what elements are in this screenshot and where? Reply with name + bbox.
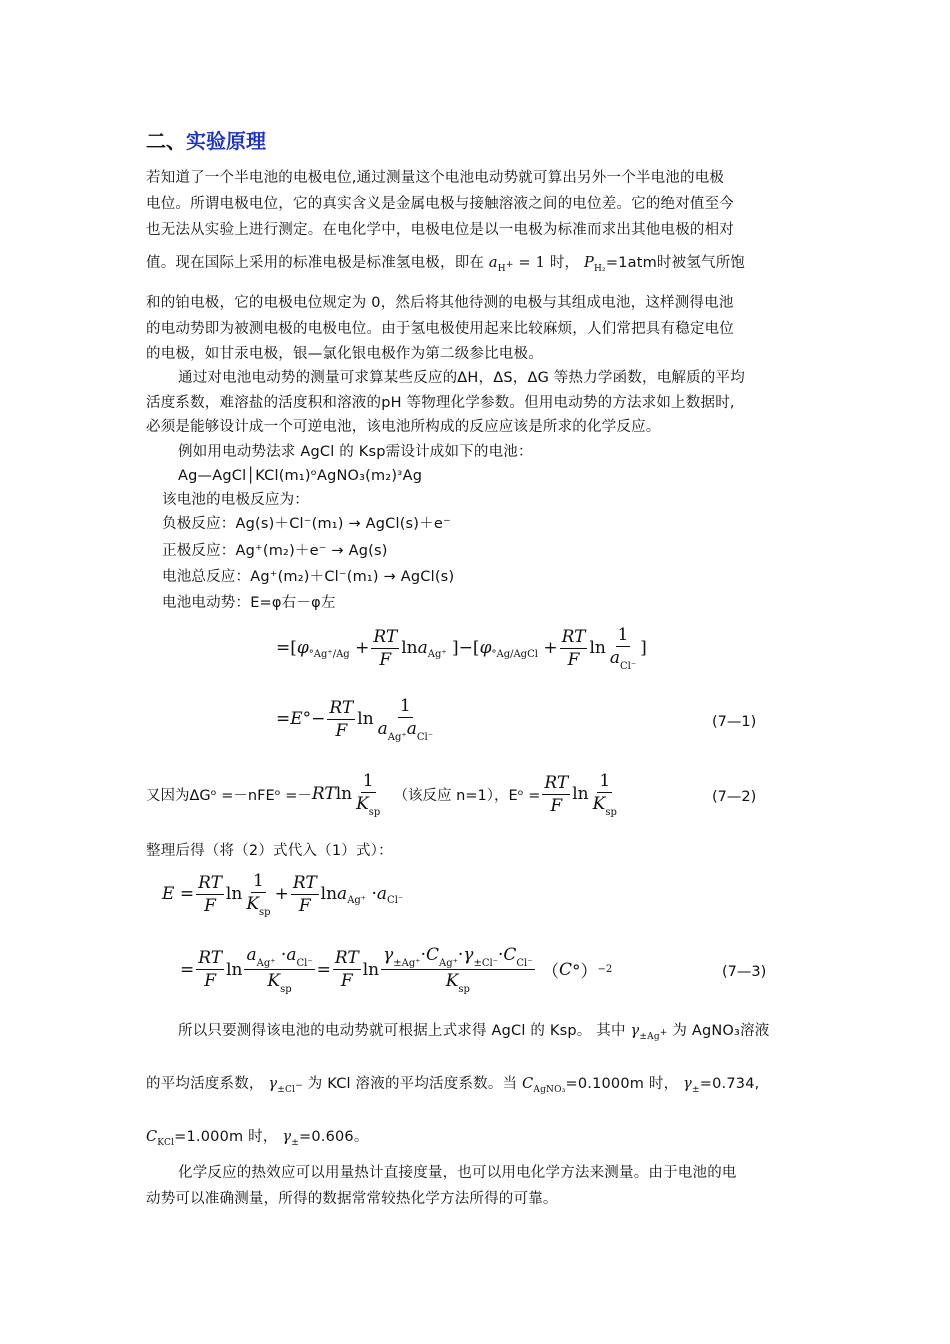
p1-line4	[146, 253, 745, 273]
p1-line3: 也无法从实验上进行测定。在电化学中，电极电位是以一电极为标准而求出其他电极的相对	[146, 222, 734, 238]
total-reaction: 电池总反应：Ag⁺(m₂)＋Cl⁻(m₁) → AgCl(s)	[162, 569, 455, 585]
negative-reaction: 负极反应：Ag(s)＋Cl⁻(m₁) → AgCl(s)＋e⁻	[162, 516, 451, 532]
p2-line2: 活度系数，难溶盐的活度积和溶液的pH 等物理化学参数。但用电动势的方法求如上数据时,	[146, 395, 735, 411]
p5-line3-a: =1.000m 时，	[174, 1129, 278, 1145]
symbol-gamma-ag: $\gamma_{\pm Ag^+}$	[630, 1023, 668, 1042]
emf-definition: 电池电动势：E=φ右－φ左	[162, 595, 336, 611]
p1-line6: 的电动势即为被测电极的电极电位。由于氢电极使用起来比较麻烦，人们常把具有稳定电位	[146, 321, 734, 337]
p6-line2: 动势可以准确测量，所得的数据常常较热化学方法所得的可靠。	[146, 1191, 558, 1207]
equation-number-7-1: (7—1)	[712, 714, 757, 730]
p1-line4-a: 值。现在国际上采用的标准电极是标准氢电极，即在	[146, 255, 485, 271]
p5-line3	[146, 1127, 369, 1147]
section-number: 二、	[146, 129, 186, 153]
cell-notation: Ag—AgCl│KCl(m₁)ᵒAgNO₃(m₂)ᵌAg	[178, 468, 423, 484]
positive-reaction: 正极反应：Ag⁺(m₂)＋e⁻ → Ag(s)	[162, 543, 388, 559]
reaction-intro: 该电池的电极反应为：	[162, 492, 309, 508]
p2-line1: 通过对电池电动势的测量可求算某些反应的ΔH，ΔS，ΔG 等热力学函数，电解质的平均	[178, 370, 745, 386]
p5-line3-b: =0.606。	[299, 1129, 369, 1145]
p5-line2-c: =0.1000m 时，	[565, 1076, 679, 1092]
p6-line1: 化学反应的热效应可以用量热计直接度量，也可以用电化学方法来测量。由于电池的电	[178, 1165, 737, 1181]
p5-line2-b: 为 KCl 溶液的平均活度系数。当	[307, 1076, 518, 1092]
p5-line2-d: =0.734,	[699, 1076, 760, 1092]
equation-e-expansion: E = $\frac{RT}{F}$ ln $\frac{1}{K_{sp}}$ + $\frac{RT}{F}$ ln a Ag⁺ · a Cl⁻	[162, 871, 404, 918]
substitution-note: 整理后得（将（2）式代入（1）式）：	[146, 843, 393, 859]
symbol-c-kcl: $C_{KCl}$	[146, 1129, 175, 1148]
equation-7-2: 又因为ΔGᵒ =－nFEᵒ =－ RT ln $\frac{1}{K_{sp}}$ （该反应 n=1），Eᵒ = $\frac{RT}{F}$ ln $\frac{1}{K_{sp}}$	[146, 771, 617, 818]
formula-aH: $a_{H^+} = 1$	[488, 255, 545, 274]
equation-number-7-2: (7—2)	[712, 789, 757, 805]
equation-number-7-3: (7—3)	[722, 964, 767, 980]
p3-line1: 例如用电动势法求 AgCl 的 Ksp需设计成如下的电池：	[178, 444, 533, 460]
p5-line2-a: 的平均活度系数，	[146, 1076, 264, 1092]
equation-7-3: = $\frac{RT}{F}$ ln $\frac{a_{Ag^+} \cdot a_{Cl^-}}{K_{sp}}$ = $\frac{RT}{F}$ ln $\frac{\gamma_{\pm Ag^+}\cdot C_{Ag^+}\cdot\gamma_{\pm Cl^-}\cdot C_{Cl^-}}{K_{sp}}$ （ C °） −2	[180, 945, 613, 995]
section-title: 实验原理	[186, 129, 266, 153]
p1-line2: 电位。所谓电极电位，它的真实含义是金属电极与接触溶液之间的电位差。它的绝对值至今	[146, 196, 734, 212]
symbol-gamma-cl: $\gamma_{\pm Cl^-}$	[268, 1076, 303, 1095]
equation-emf-expansion: =[ φ °Ag⁺/Ag + $\frac{RT}{F}$ ln a Ag⁺ ]−[ φ °Ag/AgCl + $\frac{RT}{F}$ ln $\frac{1}{a_{Cl^-}}$ ]	[276, 625, 647, 672]
eq2-lead: 又因为ΔGᵒ =－nFEᵒ =－	[146, 787, 312, 804]
equation-7-1: = E °− $\frac{RT}{F}$ ln $\frac{1}{a_{Ag^+}a_{Cl^-}}$	[276, 696, 433, 743]
p5-line1-b: 为 AgNO₃溶液	[672, 1023, 770, 1039]
p1-line5: 和的铂电极，它的电极电位规定为 0，然后将其他待测的电极与其组成电池，这样测得电池	[146, 295, 734, 311]
p5-line1	[178, 1021, 769, 1041]
p5-line2	[146, 1074, 759, 1094]
p5-line1-a: 所以只要测得该电池的电动势就可根据上式求得 AgCl 的 Ksp。 其中	[178, 1023, 626, 1039]
p1-line4-c: =1atm时被氢气所饱	[605, 255, 746, 271]
symbol-gamma-pm-1: $\gamma_\pm$	[683, 1076, 700, 1095]
p1-line4-b: 时，	[549, 255, 580, 271]
symbol-c-agno3: $C_{AgNO_3}$	[522, 1076, 566, 1095]
section-heading	[146, 128, 266, 154]
symbol-gamma-pm-2: $\gamma_\pm$	[282, 1129, 299, 1148]
p1-line7: 的电极，如甘汞电极，银—氯化银电极作为第二级参比电极。	[146, 346, 543, 362]
p1-line1: 若知道了一个半电池的电极电位,通过测量这个电池电动势就可算出另外一个半电池的电极	[146, 170, 725, 186]
eq2-mid: （该反应 n=1），Eᵒ =	[393, 787, 541, 804]
p2-line3: 必须是能够设计成一个可逆电池，该电池所构成的反应应该是所求的化学反应。	[146, 419, 661, 435]
formula-PH2: $P_{H_2}$	[584, 255, 606, 274]
